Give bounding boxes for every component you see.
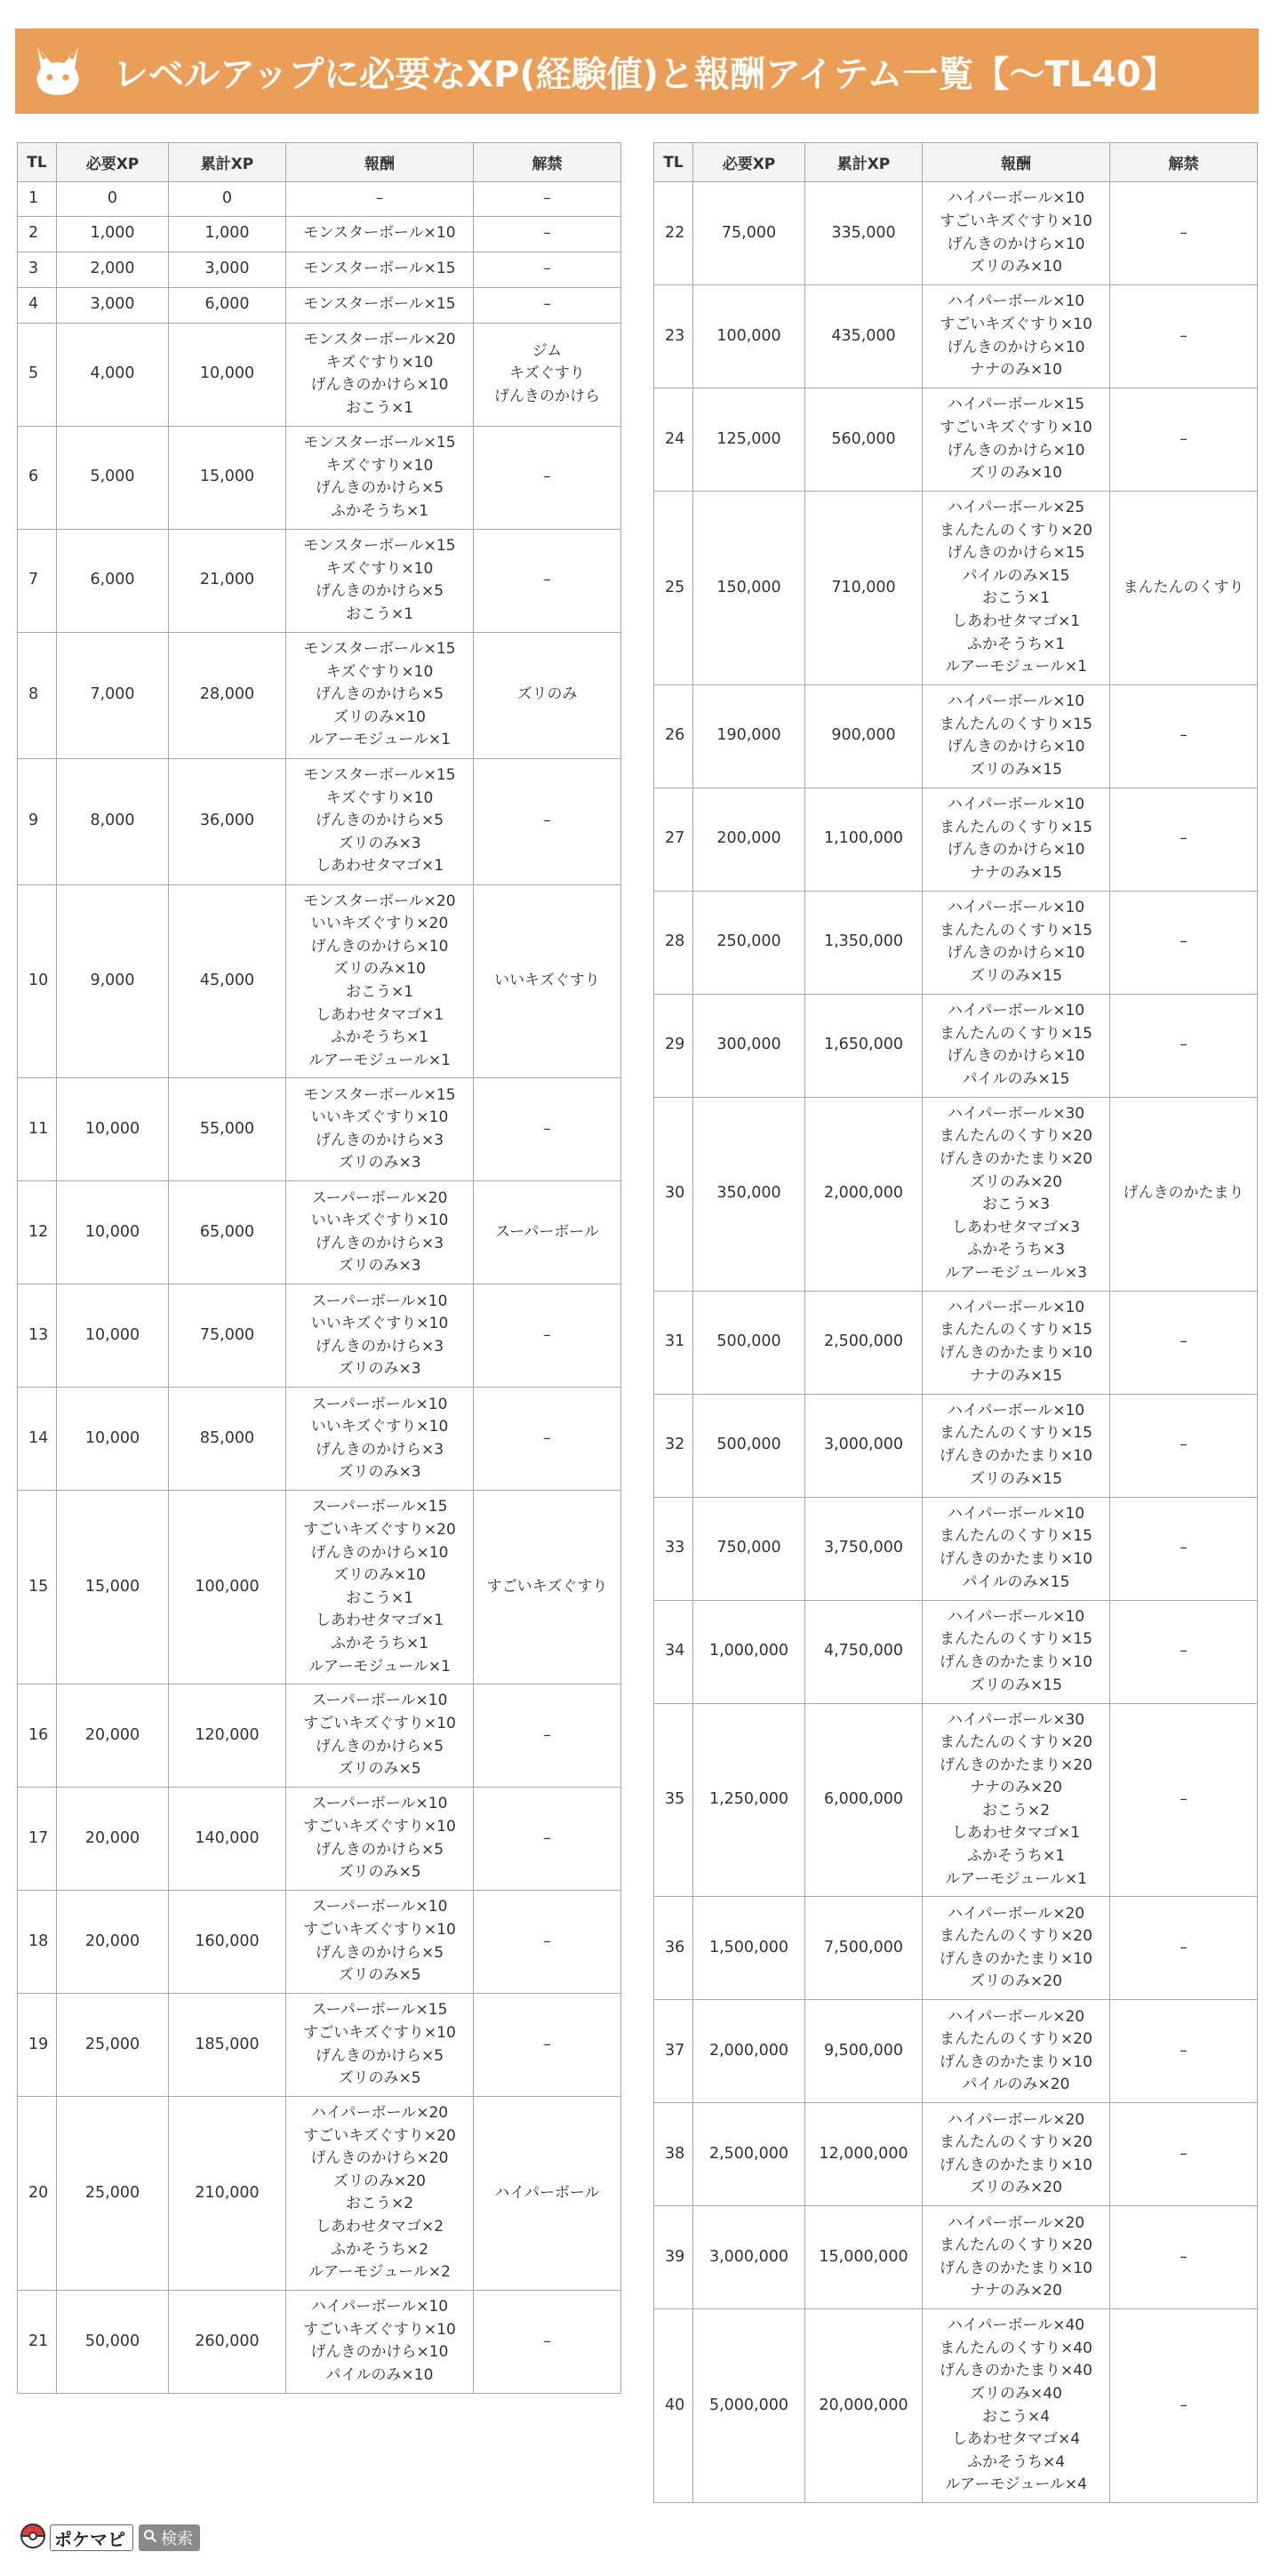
required-xp-cell: 50,000 [57, 2290, 169, 2393]
search-icon [143, 2529, 157, 2548]
unlock-cell: – [1110, 2309, 1258, 2503]
table-row [18, 1788, 621, 1891]
total-xp-cell: 55,000 [169, 1078, 286, 1181]
rewards-cell: ハイパーボール×10 まんたんのくすり×15 げんきのかたまり×10 ズリのみ×15 [923, 1600, 1110, 1703]
table-row [654, 1703, 1258, 1897]
rewards-cell: ハイパーボール×40 まんたんのくすり×40 げんきのかたまり×40 ズリのみ×40 おこう×4 しあわせタマゴ×4 ふかそうち×4 ルアーモジュール×4 [923, 2309, 1110, 2503]
required-xp-cell: 15,000 [57, 1491, 169, 1684]
unlock-cell: いいキズぐすり [474, 884, 621, 1078]
total-xp-cell: 20,000,000 [805, 2309, 923, 2503]
trainer-level-cell: 4 [18, 287, 57, 323]
rewards-cell: ハイパーボール×10 まんたんのくすり×15 げんきのかたまり×10 ズリのみ×15 [923, 1394, 1110, 1497]
unlock-cell: – [474, 1284, 621, 1388]
rewards-cell: モンスターボール×15 キズぐすり×10 げんきのかけら×5 おこう×1 [286, 529, 474, 632]
total-xp-cell: 210,000 [169, 2097, 286, 2291]
table-row [654, 1600, 1258, 1703]
unlock-cell: – [1110, 388, 1258, 492]
trainer-level-cell: 30 [654, 1097, 693, 1291]
table-row [18, 2097, 621, 2291]
required-xp-cell: 1,250,000 [693, 1703, 805, 1897]
total-xp-cell: 9,500,000 [805, 2000, 923, 2103]
header-rewards: 報酬 [923, 143, 1110, 182]
trainer-level-cell: 23 [654, 285, 693, 388]
required-xp-cell: 2,000 [57, 252, 169, 287]
total-xp-cell: 21,000 [169, 529, 286, 632]
rewards-cell: モンスターボール×15 いいキズぐすり×10 げんきのかけら×3 ズリのみ×3 [286, 1078, 474, 1181]
required-xp-cell: 3,000 [57, 287, 169, 323]
required-xp-cell: 200,000 [693, 788, 805, 891]
required-xp-cell: 5,000,000 [693, 2309, 805, 2503]
table-row [654, 285, 1258, 388]
rewards-cell: ハイパーボール×10 まんたんのくすり×15 げんきのかけら×10 ズリのみ×15 [923, 684, 1110, 788]
total-xp-cell: 185,000 [169, 1994, 286, 2097]
header-rewards: 報酬 [286, 143, 474, 182]
required-xp-cell: 10,000 [57, 1388, 169, 1491]
rewards-cell: ハイパーボール×20 まんたんのくすり×20 げんきのかたまり×10 ナナのみ×20 [923, 2206, 1110, 2309]
unlock-cell: – [1110, 891, 1258, 994]
rewards-cell: モンスターボール×15 キズぐすり×10 げんきのかけら×5 ズリのみ×3 しあわせタマゴ×1 [286, 758, 474, 884]
total-xp-cell: 335,000 [805, 182, 923, 285]
required-xp-cell: 25,000 [57, 2097, 169, 2291]
rewards-cell: ハイパーボール×15 すごいキズぐすり×10 げんきのかけら×10 ズリのみ×10 [923, 388, 1110, 492]
unlock-cell: – [474, 287, 621, 323]
trainer-level-cell: 24 [654, 388, 693, 492]
trainer-level-cell: 36 [654, 1897, 693, 2000]
table-row [18, 323, 621, 426]
table-row [18, 216, 621, 252]
rewards-cell: ハイパーボール×10 まんたんのくすり×15 げんきのかたまり×10 ナナのみ×15 [923, 1291, 1110, 1394]
required-xp-cell: 5,000 [57, 426, 169, 529]
table-row [18, 2290, 621, 2393]
total-xp-cell: 900,000 [805, 684, 923, 788]
trainer-level-cell: 19 [18, 1994, 57, 2097]
required-xp-cell: 500,000 [693, 1291, 805, 1394]
table-row [654, 788, 1258, 891]
trainer-level-cell: 15 [18, 1491, 57, 1684]
unlock-cell: ハイパーボール [474, 2097, 621, 2291]
rewards-cell: ハイパーボール×30 まんたんのくすり×20 げんきのかたまり×20 ズリのみ×20 おこう×3 しあわせタマゴ×3 ふかそうち×3 ルアーモジュール×3 [923, 1097, 1110, 1291]
trainer-level-cell: 31 [654, 1291, 693, 1394]
total-xp-cell: 140,000 [169, 1788, 286, 1891]
table-header-row [18, 143, 621, 182]
unlock-cell: – [474, 1078, 621, 1181]
total-xp-cell: 2,500,000 [805, 1291, 923, 1394]
header-unlock: 解禁 [474, 143, 621, 182]
unlock-cell: – [474, 252, 621, 287]
unlock-cell: – [1110, 285, 1258, 388]
required-xp-cell: 0 [57, 182, 169, 217]
table-row [654, 684, 1258, 788]
trainer-level-cell: 2 [18, 216, 57, 252]
trainer-level-cell: 34 [654, 1600, 693, 1703]
required-xp-cell: 300,000 [693, 994, 805, 1097]
rewards-cell: モンスターボール×15 キズぐすり×10 げんきのかけら×5 ズリのみ×10 ルアーモジュール×1 [286, 632, 474, 758]
required-xp-cell: 20,000 [57, 1891, 169, 1994]
table-row [18, 529, 621, 632]
unlock-cell: – [474, 426, 621, 529]
header-unlock: 解禁 [1110, 143, 1258, 182]
unlock-cell: – [474, 2290, 621, 2393]
total-xp-cell: 4,750,000 [805, 1600, 923, 1703]
trainer-level-cell: 16 [18, 1684, 57, 1788]
trainer-level-cell: 38 [654, 2103, 693, 2206]
xp-table-left [17, 142, 621, 2394]
required-xp-cell: 190,000 [693, 684, 805, 788]
rewards-cell: ハイパーボール×10 まんたんのくすり×15 げんきのかけら×10 ナナのみ×15 [923, 788, 1110, 891]
total-xp-cell: 85,000 [169, 1388, 286, 1491]
total-xp-cell: 12,000,000 [805, 2103, 923, 2206]
total-xp-cell: 36,000 [169, 758, 286, 884]
rewards-cell: スーパーボール×10 すごいキズぐすり×10 げんきのかけら×5 ズリのみ×5 [286, 1788, 474, 1891]
pokeball-logo-icon [20, 2523, 46, 2553]
trainer-level-cell: 14 [18, 1388, 57, 1491]
required-xp-cell: 250,000 [693, 891, 805, 994]
unlock-cell: – [474, 182, 621, 217]
unlock-cell: スーパーボール [474, 1181, 621, 1284]
unlock-cell: げんきのかたまり [1110, 1097, 1258, 1291]
table-row [18, 884, 621, 1078]
total-xp-cell: 45,000 [169, 884, 286, 1078]
rewards-cell: スーパーボール×10 すごいキズぐすり×10 げんきのかけら×5 ズリのみ×5 [286, 1891, 474, 1994]
trainer-level-cell: 37 [654, 2000, 693, 2103]
required-xp-cell: 1,000,000 [693, 1600, 805, 1703]
unlock-cell: – [1110, 2000, 1258, 2103]
rewards-cell: ハイパーボール×10 すごいキズぐすり×10 げんきのかけら×10 パイルのみ×10 [286, 2290, 474, 2393]
required-xp-cell: 6,000 [57, 529, 169, 632]
required-xp-cell: 150,000 [693, 492, 805, 685]
trainer-level-cell: 35 [654, 1703, 693, 1897]
required-xp-cell: 10,000 [57, 1078, 169, 1181]
rewards-cell: ハイパーボール×20 まんたんのくすり×20 げんきのかたまり×10 パイルのみ×20 [923, 2000, 1110, 2103]
unlock-cell: すごいキズぐすり [474, 1491, 621, 1684]
trainer-level-cell: 29 [654, 994, 693, 1097]
search-button[interactable] [139, 2524, 200, 2551]
table-row [654, 492, 1258, 685]
required-xp-cell: 1,000 [57, 216, 169, 252]
trainer-level-cell: 10 [18, 884, 57, 1078]
trainer-level-cell: 28 [654, 891, 693, 994]
unlock-cell: – [474, 1388, 621, 1491]
header-required-xp: 必要XP [693, 143, 805, 182]
total-xp-cell: 1,650,000 [805, 994, 923, 1097]
table-row [18, 1491, 621, 1684]
total-xp-cell: 6,000,000 [805, 1703, 923, 1897]
total-xp-cell: 260,000 [169, 2290, 286, 2393]
total-xp-cell: 10,000 [169, 323, 286, 426]
trainer-level-cell: 6 [18, 426, 57, 529]
trainer-level-cell: 17 [18, 1788, 57, 1891]
search-label: 検索 [161, 2530, 193, 2548]
rewards-cell: モンスターボール×15 [286, 252, 474, 287]
total-xp-cell: 100,000 [169, 1491, 286, 1684]
pokemon-ears-icon [15, 28, 100, 114]
trainer-level-cell: 12 [18, 1181, 57, 1284]
unlock-cell: – [474, 758, 621, 884]
rewards-cell: ハイパーボール×30 まんたんのくすり×20 げんきのかたまり×20 ナナのみ×20 おこう×2 しあわせタマゴ×1 ふかそうち×1 ルアーモジュール×1 [923, 1703, 1110, 1897]
total-xp-cell: 3,000 [169, 252, 286, 287]
unlock-cell: まんたんのくすり [1110, 492, 1258, 685]
table-row [18, 252, 621, 287]
table-row [654, 1291, 1258, 1394]
trainer-level-cell: 1 [18, 182, 57, 217]
rewards-cell: ハイパーボール×10 まんたんのくすり×15 げんきのかけら×10 ズリのみ×15 [923, 891, 1110, 994]
required-xp-cell: 2,000,000 [693, 2000, 805, 2103]
unlock-cell: – [474, 1788, 621, 1891]
table-row [654, 1097, 1258, 1291]
required-xp-cell: 75,000 [693, 182, 805, 285]
unlock-cell: – [474, 216, 621, 252]
page-header [15, 28, 1259, 114]
header-required-xp: 必要XP [57, 143, 169, 182]
rewards-cell: モンスターボール×15 [286, 287, 474, 323]
trainer-level-cell: 5 [18, 323, 57, 426]
total-xp-cell: 15,000 [169, 426, 286, 529]
required-xp-cell: 1,500,000 [693, 1897, 805, 2000]
table-row [18, 182, 621, 217]
rewards-cell: ハイパーボール×10 まんたんのくすり×15 げんきのかけら×10 パイルのみ×15 [923, 994, 1110, 1097]
unlock-cell: – [474, 1684, 621, 1788]
page-title: レベルアップに必要なXP(経験値)と報酬アイテム一覧【〜TL40】 [113, 53, 1177, 95]
rewards-cell: モンスターボール×20 いいキズぐすり×20 げんきのかけら×10 ズリのみ×10 おこう×1 しあわせタマゴ×1 ふかそうち×1 ルアーモジュール×1 [286, 884, 474, 1078]
unlock-cell: – [1110, 684, 1258, 788]
rewards-cell: スーパーボール×15 すごいキズぐすり×20 げんきのかけら×10 ズリのみ×10 おこう×1 しあわせタマゴ×1 ふかそうち×1 ルアーモジュール×1 [286, 1491, 474, 1684]
rewards-cell: モンスターボール×20 キズぐすり×10 げんきのかけら×10 おこう×1 [286, 323, 474, 426]
rewards-cell: ハイパーボール×10 まんたんのくすり×15 げんきのかたまり×10 パイルのみ×15 [923, 1497, 1110, 1600]
unlock-cell: – [474, 1994, 621, 2097]
total-xp-cell: 0 [169, 182, 286, 217]
trainer-level-cell: 7 [18, 529, 57, 632]
rewards-cell: ハイパーボール×10 すごいキズぐすり×10 げんきのかけら×10 ズリのみ×10 [923, 182, 1110, 285]
rewards-cell: ハイパーボール×20 まんたんのくすり×20 げんきのかたまり×10 ズリのみ×20 [923, 2103, 1110, 2206]
unlock-cell: – [1110, 1394, 1258, 1497]
unlock-cell: – [1110, 182, 1258, 285]
unlock-cell: – [1110, 994, 1258, 1097]
trainer-level-cell: 33 [654, 1497, 693, 1600]
table-header-row [654, 143, 1258, 182]
unlock-cell: – [474, 529, 621, 632]
table-row [18, 426, 621, 529]
required-xp-cell: 10,000 [57, 1181, 169, 1284]
trainer-level-cell: 39 [654, 2206, 693, 2309]
required-xp-cell: 10,000 [57, 1284, 169, 1388]
total-xp-cell: 120,000 [169, 1684, 286, 1788]
total-xp-cell: 1,350,000 [805, 891, 923, 994]
rewards-cell: モンスターボール×15 キズぐすり×10 げんきのかけら×5 ふかそうち×1 [286, 426, 474, 529]
unlock-cell: – [1110, 788, 1258, 891]
table-row [654, 2309, 1258, 2503]
table-row [18, 1388, 621, 1491]
header-total-xp: 累計XP [169, 143, 286, 182]
total-xp-cell: 6,000 [169, 287, 286, 323]
header-total-xp: 累計XP [805, 143, 923, 182]
total-xp-cell: 3,750,000 [805, 1497, 923, 1600]
required-xp-cell: 750,000 [693, 1497, 805, 1600]
trainer-level-cell: 26 [654, 684, 693, 788]
required-xp-cell: 2,500,000 [693, 2103, 805, 2206]
required-xp-cell: 8,000 [57, 758, 169, 884]
table-row [654, 994, 1258, 1097]
table-row [18, 1284, 621, 1388]
required-xp-cell: 7,000 [57, 632, 169, 758]
required-xp-cell: 500,000 [693, 1394, 805, 1497]
total-xp-cell: 435,000 [805, 285, 923, 388]
total-xp-cell: 7,500,000 [805, 1897, 923, 2000]
table-row [18, 1078, 621, 1181]
total-xp-cell: 710,000 [805, 492, 923, 685]
total-xp-cell: 160,000 [169, 1891, 286, 1994]
table-row [18, 1684, 621, 1788]
rewards-cell: モンスターボール×10 [286, 216, 474, 252]
trainer-level-cell: 9 [18, 758, 57, 884]
total-xp-cell: 560,000 [805, 388, 923, 492]
trainer-level-cell: 13 [18, 1284, 57, 1388]
table-row [654, 388, 1258, 492]
required-xp-cell: 20,000 [57, 1684, 169, 1788]
table-row [18, 758, 621, 884]
unlock-cell: – [474, 1891, 621, 1994]
rewards-cell: スーパーボール×10 すごいキズぐすり×10 げんきのかけら×5 ズリのみ×5 [286, 1684, 474, 1788]
table-row [654, 2206, 1258, 2309]
rewards-cell: ハイパーボール×20 まんたんのくすり×20 げんきのかたまり×10 ズリのみ×20 [923, 1897, 1110, 2000]
required-xp-cell: 125,000 [693, 388, 805, 492]
trainer-level-cell: 27 [654, 788, 693, 891]
table-row [18, 287, 621, 323]
rewards-cell: スーパーボール×10 いいキズぐすり×10 げんきのかけら×3 ズリのみ×3 [286, 1284, 474, 1388]
rewards-cell: スーパーボール×10 いいキズぐすり×10 げんきのかけら×3 ズリのみ×3 [286, 1388, 474, 1491]
rewards-cell: スーパーボール×20 いいキズぐすり×10 げんきのかけら×3 ズリのみ×3 [286, 1181, 474, 1284]
brand-link[interactable]: ポケマピ [50, 2524, 133, 2551]
xp-table-right [653, 142, 1258, 2503]
trainer-level-cell: 8 [18, 632, 57, 758]
required-xp-cell: 4,000 [57, 323, 169, 426]
total-xp-cell: 28,000 [169, 632, 286, 758]
site-footer [20, 2523, 200, 2553]
required-xp-cell: 3,000,000 [693, 2206, 805, 2309]
required-xp-cell: 100,000 [693, 285, 805, 388]
table-row [18, 1891, 621, 1994]
table-row [654, 1394, 1258, 1497]
required-xp-cell: 350,000 [693, 1097, 805, 1291]
table-row [18, 632, 621, 758]
unlock-cell: ズリのみ [474, 632, 621, 758]
table-row [18, 1994, 621, 2097]
table-row [654, 1897, 1258, 2000]
total-xp-cell: 1,000 [169, 216, 286, 252]
table-row [654, 1497, 1258, 1600]
trainer-level-cell: 22 [654, 182, 693, 285]
trainer-level-cell: 21 [18, 2290, 57, 2393]
table-row [18, 1181, 621, 1284]
total-xp-cell: 65,000 [169, 1181, 286, 1284]
trainer-level-cell: 32 [654, 1394, 693, 1497]
total-xp-cell: 75,000 [169, 1284, 286, 1388]
total-xp-cell: 1,100,000 [805, 788, 923, 891]
unlock-cell: – [1110, 1703, 1258, 1897]
header-tl: TL [18, 143, 57, 182]
trainer-level-cell: 25 [654, 492, 693, 685]
unlock-cell: – [1110, 1897, 1258, 2000]
unlock-cell: ジム キズぐすり げんきのかけら [474, 323, 621, 426]
rewards-cell: – [286, 182, 474, 217]
unlock-cell: – [1110, 1600, 1258, 1703]
table-row [654, 891, 1258, 994]
total-xp-cell: 2,000,000 [805, 1097, 923, 1291]
rewards-cell: ハイパーボール×20 すごいキズぐすり×20 げんきのかけら×20 ズリのみ×20 おこう×2 しあわせタマゴ×2 ふかそうち×2 ルアーモジュール×2 [286, 2097, 474, 2291]
trainer-level-cell: 40 [654, 2309, 693, 2503]
trainer-level-cell: 18 [18, 1891, 57, 1994]
required-xp-cell: 25,000 [57, 1994, 169, 2097]
unlock-cell: – [1110, 1291, 1258, 1394]
rewards-cell: ハイパーボール×25 まんたんのくすり×20 げんきのかけら×15 パイルのみ×15 おこう×1 しあわせタマゴ×1 ふかそうち×1 ルアーモジュール×1 [923, 492, 1110, 685]
trainer-level-cell: 3 [18, 252, 57, 287]
required-xp-cell: 20,000 [57, 1788, 169, 1891]
trainer-level-cell: 20 [18, 2097, 57, 2291]
table-row [654, 2000, 1258, 2103]
table-row [654, 182, 1258, 285]
unlock-cell: – [1110, 2103, 1258, 2206]
table-row [654, 2103, 1258, 2206]
required-xp-cell: 9,000 [57, 884, 169, 1078]
unlock-cell: – [1110, 1497, 1258, 1600]
rewards-cell: スーパーボール×15 すごいキズぐすり×10 げんきのかけら×5 ズリのみ×5 [286, 1994, 474, 2097]
rewards-cell: ハイパーボール×10 すごいキズぐすり×10 げんきのかけら×10 ナナのみ×10 [923, 285, 1110, 388]
unlock-cell: – [1110, 2206, 1258, 2309]
total-xp-cell: 3,000,000 [805, 1394, 923, 1497]
trainer-level-cell: 11 [18, 1078, 57, 1181]
header-tl: TL [654, 143, 693, 182]
total-xp-cell: 15,000,000 [805, 2206, 923, 2309]
